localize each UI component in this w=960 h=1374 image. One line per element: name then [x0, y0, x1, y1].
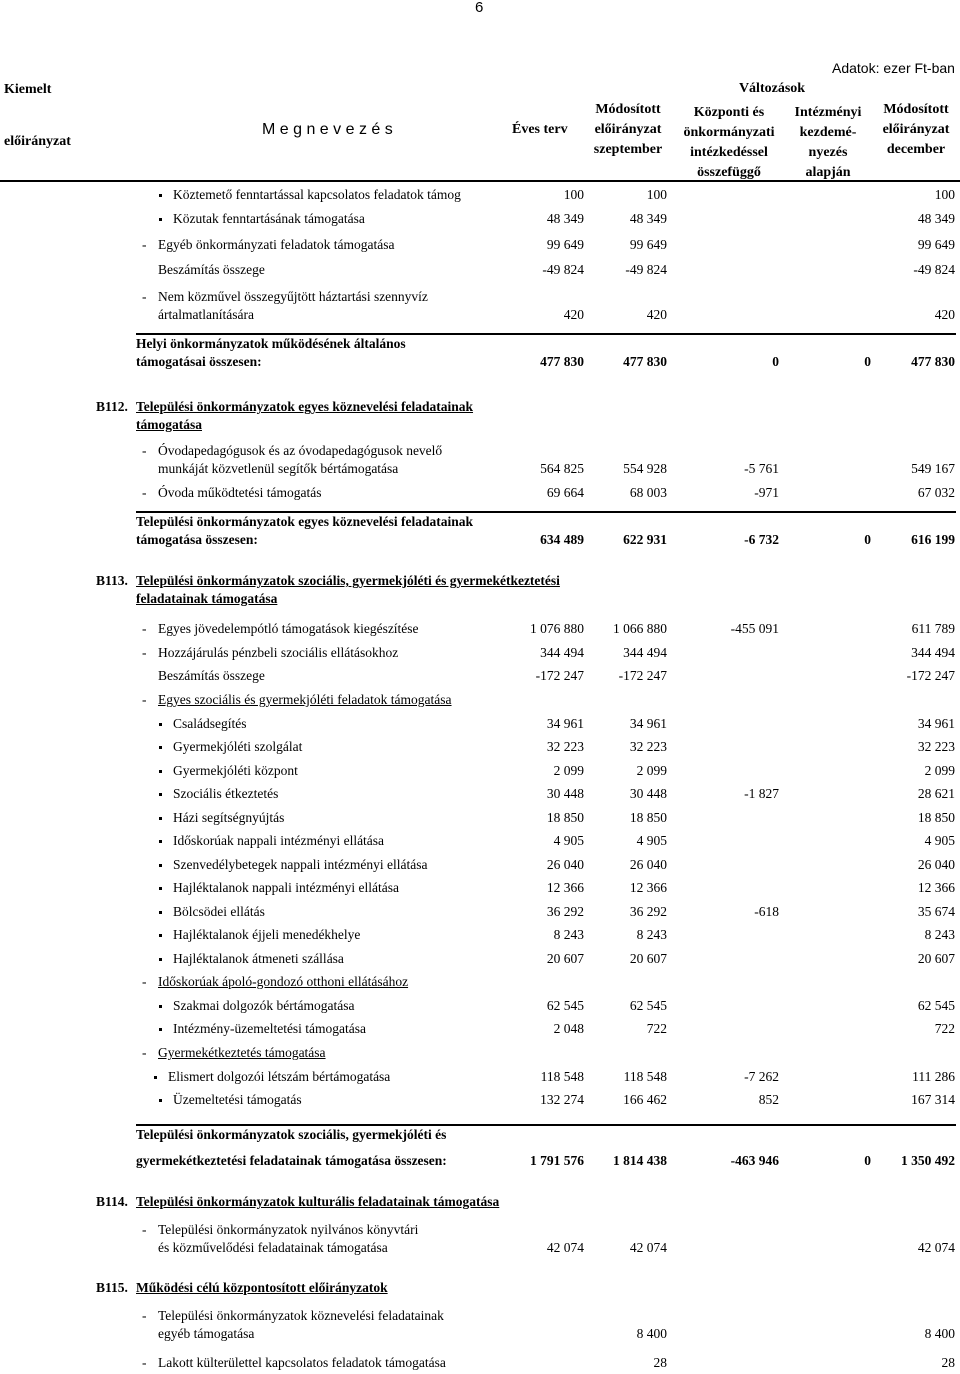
cell-c1: 30 448: [546, 786, 584, 801]
cell-c1: 2 099: [553, 763, 584, 778]
dash-marker: -: [142, 621, 147, 636]
cell-c5: 344 494: [911, 645, 955, 660]
cell-c5: 28: [941, 1355, 955, 1370]
row-label: Elismert dolgozói létszám bértámogatása: [168, 1069, 391, 1084]
cell-c5: 420: [934, 307, 955, 322]
cell-c2: 68 003: [629, 485, 667, 500]
cell-c5: 8 243: [924, 927, 955, 942]
cell-c2: 20 607: [629, 951, 667, 966]
dash-marker: -: [142, 645, 147, 660]
cell-c2: 99 649: [629, 237, 667, 252]
row-label: Gyermekétkeztetés támogatása: [158, 1045, 326, 1060]
cell-c3: -1 827: [744, 786, 779, 801]
cell-c1: 100: [563, 187, 584, 202]
cell-c2: 344 494: [623, 645, 667, 660]
cell-c2: 166 462: [623, 1092, 667, 1107]
bullet-marker: [159, 911, 162, 914]
cell-c5: 12 366: [917, 880, 955, 895]
cell-c2: -172 247: [618, 668, 667, 683]
row-label: Egyes szociális és gyermekjóléti feladatok támogatása: [158, 692, 452, 707]
header-intezmenyi: Intézményi: [794, 105, 862, 120]
cell-c5: 20 607: [917, 951, 955, 966]
row-label: Időskorúak nappali intézményi ellátása: [173, 833, 385, 848]
row-label: Egyéb önkormányzati feladatok támogatása: [158, 237, 395, 252]
row-label: Települési önkormányzatok szociális, gyermekjóléti és: [136, 1127, 447, 1142]
row-label: Nem közművel összegyűjtött háztartási szennyvíz: [158, 289, 428, 304]
row-label: Szociális étkeztetés: [173, 786, 279, 801]
dash-marker: -: [142, 692, 147, 707]
cell-c1: 32 223: [546, 739, 584, 754]
section-code: B112.: [96, 399, 128, 414]
bullet-marker: [154, 1076, 157, 1079]
cell-c2: 28: [653, 1355, 667, 1370]
cell-c5: 35 674: [917, 904, 955, 919]
row-label-continued: támogatása összesen:: [136, 532, 258, 547]
cell-c2: 118 548: [623, 1069, 667, 1084]
header-modositott-sep: Módosított: [595, 102, 661, 117]
cell-c1: 132 274: [540, 1092, 584, 1107]
row-label: Köztemető fenntartással kapcsolatos feladatok támog: [173, 187, 461, 202]
header-kiemelt: Kiemelt: [4, 82, 52, 97]
cell-c1: 99 649: [546, 237, 584, 252]
bullet-marker: [159, 1028, 162, 1031]
row-label: Beszámítás összege: [158, 668, 265, 683]
cell-c1: 1 076 880: [530, 621, 584, 636]
section-code: B114.: [96, 1194, 128, 1209]
cell-c1: 12 366: [546, 880, 584, 895]
cell-c5: 111 286: [912, 1069, 955, 1084]
cell-c2: 8 400: [636, 1326, 667, 1341]
cell-c5: 4 905: [924, 833, 955, 848]
bullet-marker: [159, 793, 162, 796]
cell-c5: 18 850: [917, 810, 955, 825]
row-label: Közutak fenntartásának támogatása: [173, 211, 365, 226]
row-label: Intézmény-üzemeltetési támogatása: [173, 1021, 367, 1036]
cell-c4: 0: [864, 354, 871, 369]
cell-c1: 34 961: [546, 716, 584, 731]
bullet-marker: [159, 934, 162, 937]
row-label: Települési önkormányzatok köznevelési feladatainak: [158, 1308, 444, 1323]
row-label: Gyermekjóléti központ: [173, 763, 298, 778]
row-label-continued: ártalmatlanítására: [158, 307, 254, 322]
cell-c1: 634 489: [540, 532, 584, 547]
cell-c5: 26 040: [917, 857, 955, 872]
header-eves-terv: Éves terv: [512, 122, 568, 137]
row-label: Települési önkormányzatok szociális, gyermekjóléti és gyermekétkeztetési: [136, 573, 560, 588]
header-kozponti: Központi és: [693, 105, 765, 120]
cell-c5: 100: [934, 187, 955, 202]
header-modositott-dec: Módosított: [883, 102, 949, 117]
bullet-marker: [159, 194, 162, 197]
cell-c2: 622 931: [623, 532, 667, 547]
row-label: Egyes jövedelempótló támogatások kiegészítése: [158, 621, 419, 636]
cell-c2: 722: [646, 1021, 667, 1036]
cell-c5: 2 099: [924, 763, 955, 778]
page-number: 6: [475, 0, 484, 16]
cell-c1: 4 905: [553, 833, 584, 848]
cell-c4: 0: [864, 532, 871, 547]
cell-c1: 36 292: [546, 904, 584, 919]
bullet-marker: [159, 817, 162, 820]
bullet-marker: [159, 218, 162, 221]
cell-c2: 100: [646, 187, 667, 202]
row-label: Beszámítás összege: [158, 262, 265, 277]
cell-c3: 852: [758, 1092, 779, 1107]
row-label-continued: gyermekétkeztetési feladatainak támogatása összesen:: [136, 1153, 447, 1168]
dash-marker: -: [142, 237, 147, 252]
dash-marker: -: [142, 1308, 147, 1323]
row-label: Bölcsödei ellátás: [173, 904, 265, 919]
cell-c2: 42 074: [629, 1240, 667, 1255]
header-megnevezes: M e g n e v e z é s: [262, 121, 393, 138]
cell-c5: 42 074: [917, 1240, 955, 1255]
cell-c3: -455 091: [730, 621, 779, 636]
row-label-continued: támogatása: [136, 417, 202, 432]
header-modositott-dec: december: [886, 142, 946, 157]
row-label-continued: egyéb támogatása: [158, 1326, 255, 1341]
row-label: Üzemeltetési támogatás: [173, 1092, 302, 1107]
total-rule: [136, 333, 956, 335]
cell-c5: -49 824: [913, 262, 955, 277]
header-kozponti: összefüggő: [697, 165, 761, 180]
row-label-continued: munkáját közvetlenül segítők bértámogatása: [158, 461, 399, 476]
cell-c5: 48 349: [917, 211, 955, 226]
bullet-marker: [159, 958, 162, 961]
header-modositott-sep: előirányzat: [594, 122, 662, 137]
cell-c1: 18 850: [546, 810, 584, 825]
cell-c2: 62 545: [629, 998, 667, 1013]
cell-c2: 34 961: [629, 716, 667, 731]
cell-c5: 99 649: [917, 237, 955, 252]
cell-c5: 8 400: [924, 1326, 955, 1341]
cell-c1: 69 664: [546, 485, 584, 500]
header-kozponti: önkormányzati: [683, 125, 775, 140]
cell-c3: -463 946: [730, 1153, 779, 1168]
cell-c5: 611 789: [911, 621, 955, 636]
header-kozponti: intézkedéssel: [690, 145, 768, 160]
row-label-continued: támogatásai összesen:: [136, 354, 262, 369]
row-label: Hajléktalanok éjjeli menedékhelye: [173, 927, 361, 942]
row-label: Települési önkormányzatok egyes köznevelési feladatainak: [136, 514, 474, 529]
dash-marker: -: [142, 289, 147, 304]
header-rule: [0, 180, 960, 182]
cell-c1: 20 607: [546, 951, 584, 966]
bullet-marker: [159, 1005, 162, 1008]
cell-c3: 0: [772, 354, 779, 369]
cell-c1: 26 040: [546, 857, 584, 872]
row-label: Működési célú központosított előirányzatok: [136, 1280, 388, 1295]
cell-c5: -172 247: [906, 668, 955, 683]
cell-c1: 420: [563, 307, 584, 322]
cell-c2: 420: [646, 307, 667, 322]
row-label-continued: és közművelődési feladatainak támogatása: [158, 1240, 388, 1255]
row-label: Házi segítségnyújtás: [173, 810, 285, 825]
row-label: Óvodapedagógusok és az óvodapedagógusok nevelő: [158, 443, 443, 458]
cell-c5: 477 830: [911, 354, 955, 369]
cell-c1: 477 830: [540, 354, 584, 369]
row-label: Óvoda működtetési támogatás: [158, 485, 322, 500]
cell-c2: -49 824: [625, 262, 667, 277]
cell-c1: 48 349: [546, 211, 584, 226]
cell-c1: -172 247: [535, 668, 584, 683]
cell-c5: 549 167: [911, 461, 955, 476]
cell-c1: 344 494: [540, 645, 584, 660]
total-rule: [136, 1124, 956, 1126]
cell-c1: 2 048: [553, 1021, 584, 1036]
cell-c2: 36 292: [629, 904, 667, 919]
cell-c5: 62 545: [917, 998, 955, 1013]
cell-c5: 616 199: [911, 532, 955, 547]
cell-c2: 30 448: [629, 786, 667, 801]
row-label: Szakmai dolgozók bértámogatása: [173, 998, 355, 1013]
row-label-continued: feladatainak támogatása: [136, 591, 278, 606]
header-modositott-sep: szeptember: [593, 142, 663, 157]
cell-c2: 26 040: [629, 857, 667, 872]
cell-c3: -971: [754, 485, 779, 500]
cell-c2: 18 850: [629, 810, 667, 825]
cell-c5: 722: [934, 1021, 955, 1036]
cell-c2: 48 349: [629, 211, 667, 226]
cell-c2: 554 928: [623, 461, 667, 476]
cell-c1: 42 074: [546, 1240, 584, 1255]
row-label: Települési önkormányzatok nyilvános könyvtári: [158, 1222, 419, 1237]
cell-c2: 8 243: [636, 927, 667, 942]
bullet-marker: [159, 864, 162, 867]
row-label: Települési önkormányzatok kulturális feladatainak támogatása: [136, 1194, 500, 1209]
row-label: Lakott külterülettel kapcsolatos feladatok támogatása: [158, 1355, 446, 1370]
row-label: Hajléktalanok átmeneti szállása: [173, 951, 344, 966]
cell-c2: 1 814 438: [613, 1153, 667, 1168]
cell-c5: 32 223: [917, 739, 955, 754]
cell-c3: -618: [754, 904, 779, 919]
cell-c2: 2 099: [636, 763, 667, 778]
header-intezmenyi: nyezés: [808, 145, 848, 160]
dash-marker: -: [142, 1355, 147, 1370]
header-eloiranyzat: előirányzat: [4, 134, 71, 149]
dash-marker: -: [142, 1045, 147, 1060]
cell-c2: 4 905: [636, 833, 667, 848]
row-label: Szenvedélybetegek nappali intézményi ellátása: [173, 857, 428, 872]
units-note: Adatok: ezer Ft-ban: [832, 60, 955, 76]
row-label: Helyi önkormányzatok működésének általános: [136, 336, 406, 351]
bullet-marker: [159, 746, 162, 749]
row-label: Hajléktalanok nappali intézményi ellátása: [173, 880, 400, 895]
cell-c2: 12 366: [629, 880, 667, 895]
header-modositott-dec: előirányzat: [882, 122, 950, 137]
cell-c3: -5 761: [744, 461, 779, 476]
bullet-marker: [159, 723, 162, 726]
cell-c1: 8 243: [553, 927, 584, 942]
total-rule: [136, 511, 956, 513]
cell-c1: 564 825: [540, 461, 584, 476]
cell-c1: -49 824: [542, 262, 584, 277]
row-label: Gyermekjóléti szolgálat: [173, 739, 303, 754]
cell-c5: 28 621: [917, 786, 955, 801]
bullet-marker: [159, 887, 162, 890]
row-label: Hozzájárulás pénzbeli szociális ellátásokhoz: [158, 645, 399, 660]
row-label: Települési önkormányzatok egyes köznevelési feladatainak: [136, 399, 474, 414]
dash-marker: -: [142, 1222, 147, 1237]
section-code: B115.: [96, 1280, 128, 1295]
header-valtozasok: Változások: [738, 81, 806, 96]
cell-c1: 62 545: [546, 998, 584, 1013]
row-label: Családsegítés: [173, 716, 247, 731]
section-code: B113.: [96, 573, 128, 588]
header-intezmenyi: kezdemé-: [799, 125, 857, 140]
cell-c2: 477 830: [623, 354, 667, 369]
bullet-marker: [159, 1099, 162, 1102]
dash-marker: -: [142, 974, 147, 989]
dash-marker: -: [142, 485, 147, 500]
header-intezmenyi: alapján: [805, 165, 851, 180]
cell-c3: -7 262: [744, 1069, 779, 1084]
cell-c3: -6 732: [744, 532, 779, 547]
bullet-marker: [159, 840, 162, 843]
cell-c5: 67 032: [917, 485, 955, 500]
row-label: Időskorúak ápoló-gondozó otthoni ellátásához: [158, 974, 409, 989]
bullet-marker: [159, 770, 162, 773]
cell-c4: 0: [864, 1153, 871, 1168]
cell-c1: 1 791 576: [530, 1153, 584, 1168]
cell-c1: 118 548: [540, 1069, 584, 1084]
cell-c2: 32 223: [629, 739, 667, 754]
cell-c5: 1 350 492: [901, 1153, 955, 1168]
dash-marker: -: [142, 443, 147, 458]
cell-c5: 167 314: [911, 1092, 955, 1107]
cell-c5: 34 961: [917, 716, 955, 731]
cell-c2: 1 066 880: [613, 621, 667, 636]
